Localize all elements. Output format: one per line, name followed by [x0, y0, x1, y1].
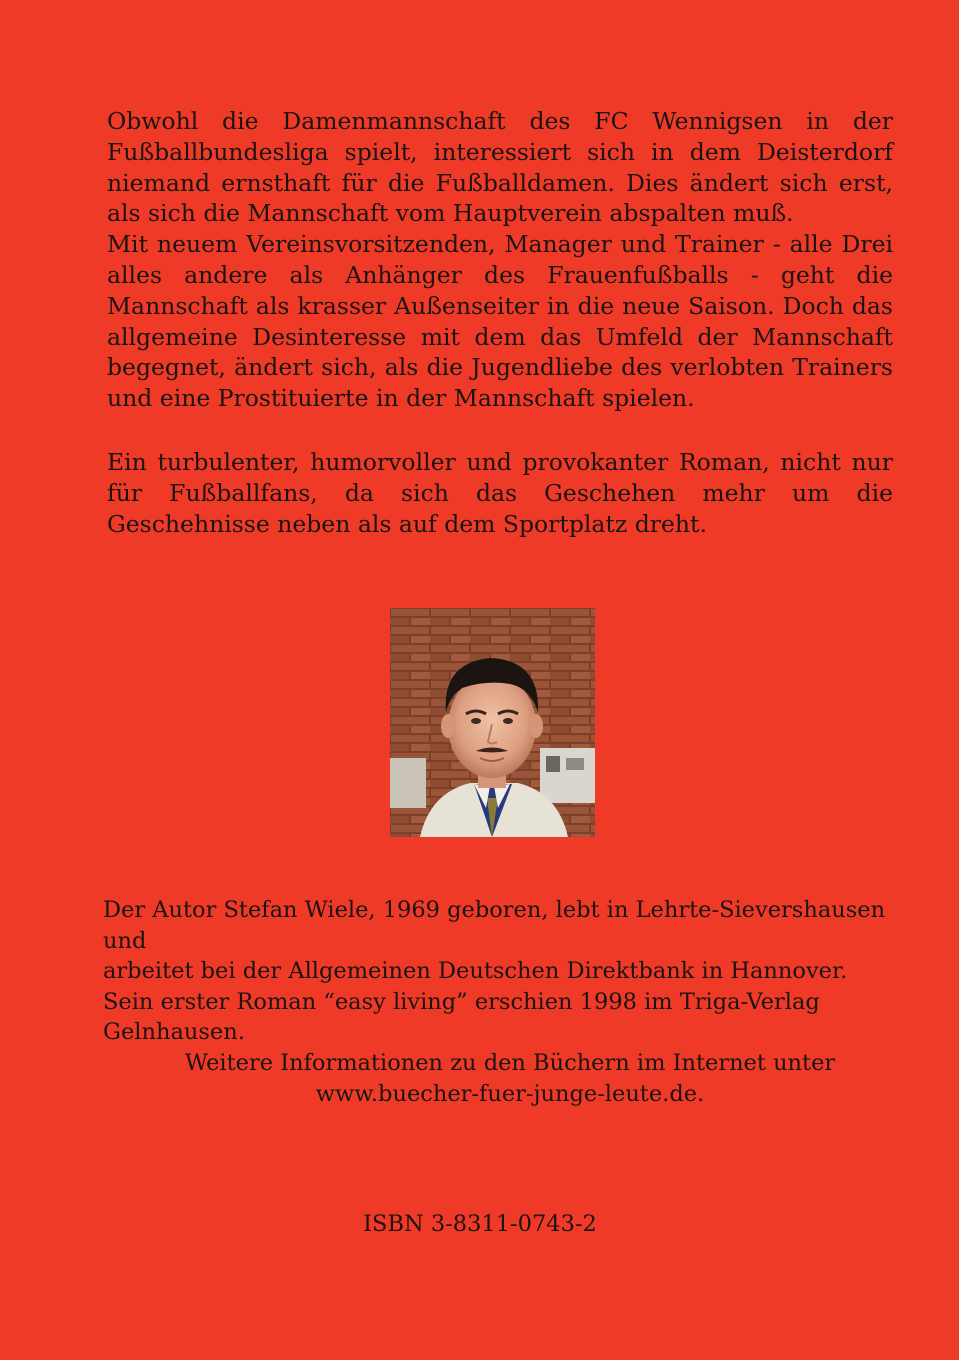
author-bio-line-3: Sein erster Roman “easy living” erschien 1998 im Triga-Verlag [103, 988, 820, 1015]
author-bio-line-4: Gelnhausen. [103, 1019, 245, 1045]
author-bio-line-2: arbeitet bei der Allgemeinen Deutschen Direktbank in Hannover. [103, 958, 848, 984]
blurb-paragraph-3: Ein turbulenter, humorvoller und provokanter Roman, nicht nur für Fußballfans, da sich das Geschehen mehr um die Geschehnisse neben als auf dem Sportplatz dreht. [107, 448, 893, 538]
blurb-text [107, 106, 893, 414]
author-bio-line-1: Der Autor Stefan Wiele, 1969 geboren, lebt in Lehrte-Sievershausen und [103, 897, 886, 954]
blurb-paragraph-1: Obwohl die Damenmannschaft des FC Wennigsen in der Fußballbundesliga spielt, interessiert sich in dem Deisterdorf niemand ernsthaft für die Fußballdamen. Dies ändert sich erst, als sich die Mannschaft vom Hauptverein abspalten muß. [107, 107, 893, 228]
author-bio [103, 895, 903, 1048]
website-info-line-1: Weitere Informationen zu den Büchern im Internet unter [184, 1050, 836, 1076]
blurb-summary [107, 447, 893, 539]
blurb-paragraph-2: Mit neuem Vereinsvorsitzenden, Manager und Trainer - alle Drei alles andere als Anhänger des Frauenfußballs - geht die Mannschaft als krasser Außenseiter in die neue Saison. Doch das allgemeine Desinteresse mit dem das Umfeld der Mannschaft begegnet, ändert sich, als die Jugendliebe des verlobten Trainers und eine Prostituierte in der Mannschaft spielen. [107, 230, 893, 413]
author-photo [390, 608, 595, 837]
isbn-number: ISBN 3-8311-0743-2 [363, 1211, 597, 1237]
website-info [100, 1048, 920, 1110]
website-url: www.buecher-fuer-junge-leute.de. [315, 1081, 705, 1107]
